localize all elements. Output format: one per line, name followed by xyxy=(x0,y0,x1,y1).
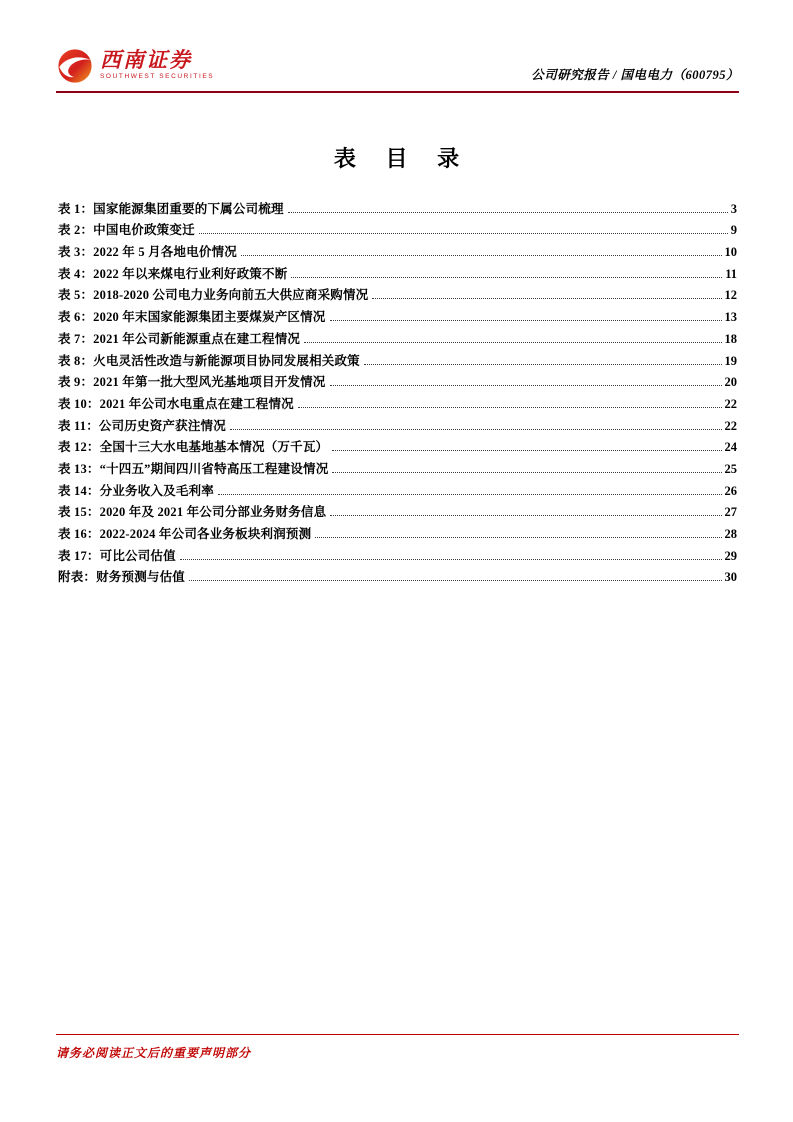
toc-entry[interactable] xyxy=(58,260,737,282)
toc-leader-dots xyxy=(298,407,722,408)
toc-entry-page: 27 xyxy=(724,505,737,520)
southwest-securities-logo-icon xyxy=(56,47,94,85)
toc-entry-label: 表 6：2020 年末国家能源集团主要煤炭产区情况 xyxy=(58,310,326,325)
toc-entry-page: 26 xyxy=(724,483,737,498)
toc-entry-label: 表 8：火电灵活性改造与新能源项目协同发展相关政策 xyxy=(58,353,360,368)
toc-entry[interactable] xyxy=(58,347,737,369)
toc-leader-dots xyxy=(288,212,728,213)
toc-entry-page: 18 xyxy=(724,331,737,346)
toc-entry-page: 20 xyxy=(724,375,737,390)
toc-leader-dots xyxy=(291,277,722,278)
toc-entry-label: 表 1：国家能源集团重要的下属公司梳理 xyxy=(58,201,284,216)
toc-entry-label: 附表：财务预测与估值 xyxy=(58,570,186,585)
toc-leader-dots xyxy=(372,298,721,299)
toc-entry-label: 表 14：分业务收入及毛利率 xyxy=(58,483,214,498)
toc-entry[interactable] xyxy=(58,542,737,564)
toc-leader-dots xyxy=(330,385,722,386)
toc-entry-label: 表 10：2021 年公司水电重点在建工程情况 xyxy=(58,396,294,411)
toc-entry-label: 表 4：2022 年以来煤电行业利好政策不断 xyxy=(58,266,288,281)
toc-entry[interactable] xyxy=(58,412,737,434)
toc-leader-dots xyxy=(330,515,721,516)
toc-entry[interactable] xyxy=(58,477,737,499)
toc-entry[interactable] xyxy=(58,564,737,586)
toc-entry-label: 表 5：2018-2020 公司电力业务向前五大供应商采购情况 xyxy=(58,288,369,303)
toc-entry[interactable] xyxy=(58,195,737,217)
toc-entry[interactable] xyxy=(58,499,737,521)
brand-name-cn: 西南证券 xyxy=(100,48,192,73)
toc-entry[interactable] xyxy=(58,369,737,391)
toc-entry[interactable] xyxy=(58,434,737,456)
toc-entry-page: 12 xyxy=(724,288,737,303)
toc-leader-dots xyxy=(332,450,721,451)
toc-entry[interactable] xyxy=(58,390,737,412)
company-logo xyxy=(56,47,214,85)
toc-entry-label: 表 17：可比公司估值 xyxy=(58,548,176,563)
toc-entry-page: 24 xyxy=(724,440,737,455)
toc-leader-dots xyxy=(332,472,721,473)
toc-entry[interactable] xyxy=(58,282,737,304)
toc-leader-dots xyxy=(230,429,722,430)
toc-entry-page: 22 xyxy=(724,396,737,411)
toc-entry-label: 表 13：“十四五”期间四川省特高压工程建设情况 xyxy=(58,461,329,476)
toc-entry-label: 表 3：2022 年 5 月各地电价情况 xyxy=(58,245,238,260)
toc-entry-page: 19 xyxy=(724,353,737,368)
toc-entry-page: 28 xyxy=(724,527,737,541)
toc-entry-page: 9 xyxy=(730,223,737,238)
page-title: 表 目 录 xyxy=(333,147,471,172)
toc-entry[interactable] xyxy=(58,325,737,347)
toc-entry-label: 表 12：全国十三大水电基地基本情况（万千瓦） xyxy=(58,440,329,455)
toc-list xyxy=(58,195,737,585)
toc-entry-page: 25 xyxy=(724,461,737,476)
toc-leader-dots xyxy=(315,537,721,538)
toc-entry-page: 22 xyxy=(724,418,737,433)
toc-entry[interactable] xyxy=(58,238,737,260)
brand-name-en: SOUTHWEST SECURITIES xyxy=(100,73,215,81)
toc-entry-page: 3 xyxy=(730,201,737,216)
toc-leader-dots xyxy=(199,233,728,234)
page-footer xyxy=(56,1034,739,1061)
toc-entry-label: 表 16：2022-2024 年公司各业务板块利润预测 xyxy=(58,527,312,541)
toc-entry-label: 表 15：2020 年及 2021 年公司分部业务财务信息 xyxy=(58,505,327,520)
toc-leader-dots xyxy=(330,320,722,321)
toc-entry-label: 表 2：中国电价政策变迁 xyxy=(58,223,195,238)
toc-leader-dots xyxy=(180,559,722,560)
toc-entry-page: 10 xyxy=(724,245,737,260)
toc-entry[interactable] xyxy=(58,217,737,239)
toc-leader-dots xyxy=(218,494,722,495)
toc-entry-page: 11 xyxy=(725,266,737,281)
toc-entry[interactable] xyxy=(58,455,737,477)
toc-entry[interactable] xyxy=(58,520,737,542)
toc-leader-dots xyxy=(364,364,722,365)
page-header xyxy=(56,46,739,93)
toc-leader-dots xyxy=(304,342,721,343)
toc-entry-page: 30 xyxy=(724,570,737,585)
toc-entry-label: 表 9：2021 年第一批大型风光基地项目开发情况 xyxy=(58,375,326,390)
report-type-label: 公司研究报告 / 国电电力（600795） xyxy=(531,68,739,82)
toc-entry-label: 表 11：公司历史资产获注情况 xyxy=(58,418,226,433)
toc-entry[interactable] xyxy=(58,303,737,325)
toc-leader-dots xyxy=(241,255,721,256)
toc-entry-label: 表 7：2021 年公司新能源重点在建工程情况 xyxy=(58,331,301,346)
logo-text xyxy=(100,50,214,81)
toc-leader-dots xyxy=(189,580,721,581)
toc-entry-page: 29 xyxy=(724,548,737,563)
toc-entry-page: 13 xyxy=(724,310,737,325)
footer-disclaimer: 请务必阅读正文后的重要声明部分 xyxy=(56,1046,252,1060)
